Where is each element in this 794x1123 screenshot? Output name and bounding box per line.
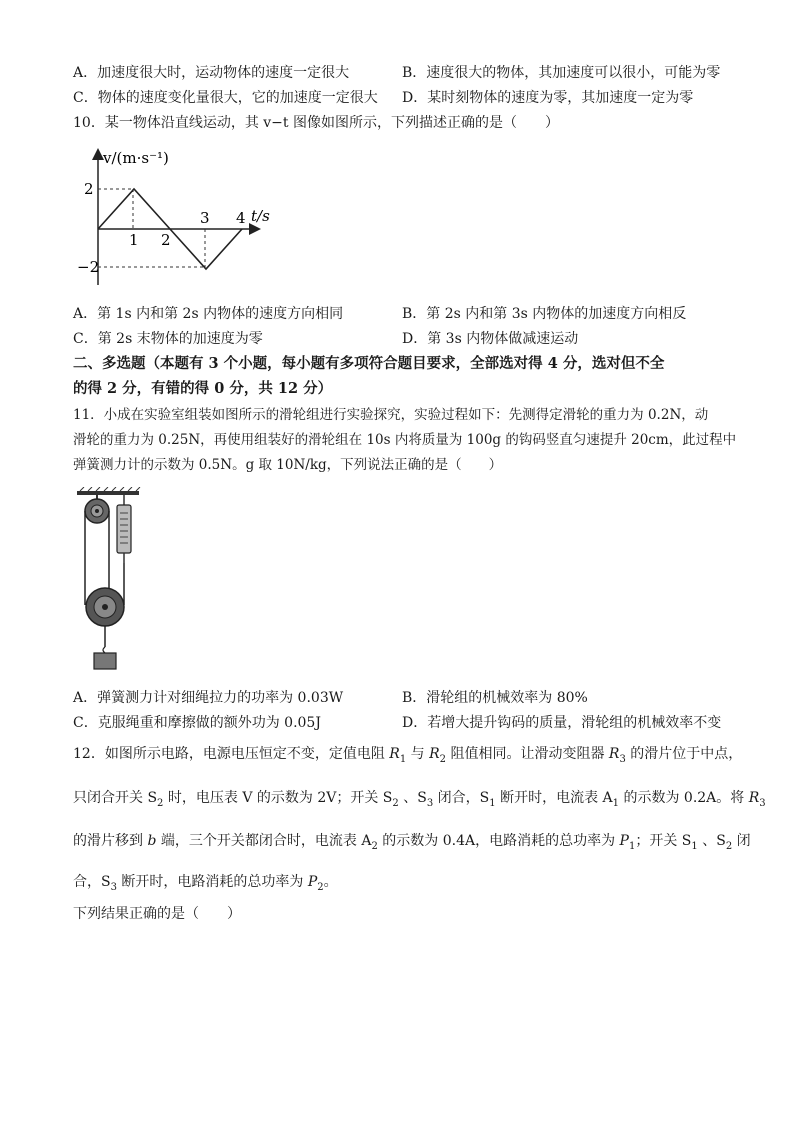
q12-line1: 12．如图所示电路，电源电压恒定不变，定值电阻 $R_1$ 与 $R_2$ 阻值相同。让滑动变阻器 $R_3$ 的滑片位于中点， <box>73 746 743 765</box>
q12-line3: 的滑片移到 b 端，三个开关都闭合时，电流表 $A_2$ 的示数为 0.4A，电路消耗的总功率为 $P_1$；开关 $S_1$ 、$S_2$ 闭 <box>73 833 751 852</box>
x-tick-3: 3 <box>200 209 210 227</box>
q10-stem: 10．某一物体沿直线运动，其 v−t 图像如图所示，下列描述正确的是（ ） <box>73 115 559 131</box>
vt-graph <box>73 145 273 295</box>
q11-line2: 滑轮的重力为 0.25N，再使用组装好的滑轮组在 10s 内将质量为 100g 的钩码竖直匀速提升 20cm，此过程中 <box>73 432 737 448</box>
q10-option-b: B．第 2s 内和第 3s 内物体的加速度方向相反 <box>402 306 687 322</box>
pulley-figure <box>72 487 152 672</box>
v-axis-label: v/(m·s⁻¹) <box>103 149 169 167</box>
x-tick-1: 1 <box>129 231 139 249</box>
q9-option-b: B．速度很大的物体，其加速度可以很小，可能为零 <box>402 65 721 81</box>
t-axis-label: t/s <box>251 207 270 225</box>
q10-option-d: D．第 3s 内物体做减速运动 <box>402 331 579 347</box>
q11-option-a: A．弹簧测力计对细绳拉力的功率为 0.03W <box>73 690 344 706</box>
q11-option-d: D．若增大提升钩码的质量，滑轮组的机械效率不变 <box>402 715 722 731</box>
q10-option-a: A．第 1s 内和第 2s 内物体的速度方向相同 <box>73 306 344 322</box>
q11-option-c: C．克服绳重和摩擦做的额外功为 0.05J <box>73 715 321 731</box>
q12-line2: 只闭合开关 $S_2$ 时，电压表 V 的示数为 2V；开关 $S_2$ 、$S_3$ 闭合，$S_1$ 断开时，电流表 $A_1$ 的示数为 0.2A。将 $R_3$ <box>73 790 766 809</box>
section2-title-line1: 二、多选题（本题有 3 个小题，每小题有多项符合题目要求，全部选对得 4 分，选对但不全 <box>73 355 665 372</box>
q9-option-d: D．某时刻物体的速度为零，其加速度一定为零 <box>402 90 694 106</box>
q11-line3: 弹簧测力计的示数为 0.5N。g 取 10N/kg，下列说法正确的是（ ） <box>73 457 503 473</box>
spring-scale <box>117 505 131 553</box>
q10-option-c: C．第 2s 末物体的加速度为零 <box>73 331 263 347</box>
q11-option-b: B．滑轮组的机械效率为 80% <box>402 690 588 706</box>
q12-line4: 合，$S_3$ 断开时，电路消耗的总功率为 $P_2$。 <box>73 874 338 893</box>
q9-option-c: C．物体的速度变化量很大，它的加速度一定很大 <box>73 90 378 106</box>
q11-line1: 11．小成在实验室组装如图所示的滑轮组进行实验探究，实验过程如下：先测得定滑轮的重力为 0.2N，动 <box>73 407 709 423</box>
hook-weight <box>94 653 116 669</box>
q12-line5: 下列结果正确的是（ ） <box>73 906 241 922</box>
y-tick-neg2: −2 <box>77 258 100 276</box>
x-tick-4: 4 <box>236 209 246 227</box>
x-tick-2: 2 <box>161 231 171 249</box>
y-tick-2: 2 <box>84 180 94 198</box>
q9-option-a: A．加速度很大时，运动物体的速度一定很大 <box>73 65 350 81</box>
section2-title-line2: 的得 2 分，有错的得 0 分，共 12 分） <box>73 380 333 397</box>
